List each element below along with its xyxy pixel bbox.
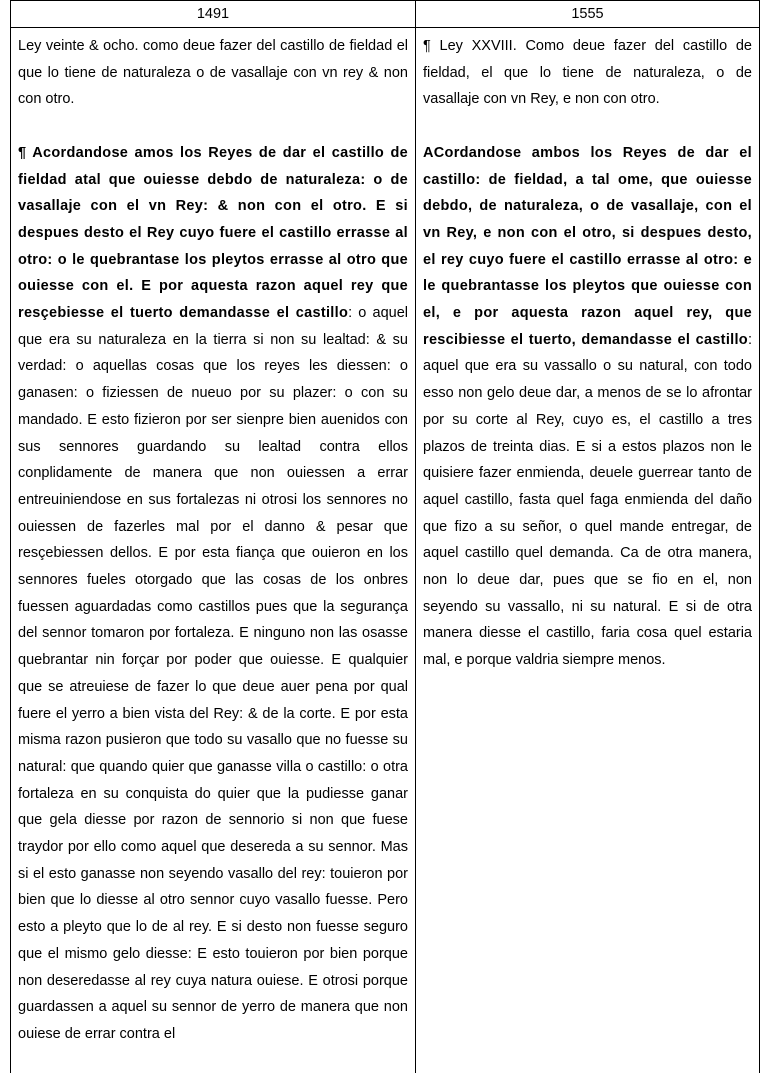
text-cell-1555: [416, 28, 760, 1073]
law-body-rest: : aquel que era su vassallo o su natural, con todo esso non gelo deue dar, a menos de se lo afrontar por su corte al Rey, cuyo es, el castillo a tres plazos de treinta dias. E si a estos plazos non le quisiere fazer enmienda, deuele guerrear tanto de aquel castillo, fasta quel faga enmienda del daño que fizo a su señor, o quel mande entregar, de aquel castillo quel demanda. Ca de otra manera, non lo deue dar, pues que se fio en el, non seyendo su vassallo, ni su natural. E si de otra manera diesse el castillo, faria cosa quel estaria mal, e porque valdria siempre menos.: [423, 332, 752, 668]
law-body: [18, 140, 408, 1048]
column-header-1555: 1555: [416, 1, 760, 28]
law-body-bold: ACordandose ambos los Reyes de dar el castillo: de fieldad, a tal ome, que ouiesse debdo, de naturaleza, o de vasallaje, con el vn Rey, e non con el otro, si despues desto, el rey cuyo fuere el castillo errasse al otro: e le quebrantasse los pleytos que ouiesse con el, e por aquesta razon aquel rey, que rescibiesse el tuerto, demandasse el castillo: [423, 145, 752, 348]
header-row: [11, 1, 760, 28]
column-header-1491: 1491: [11, 1, 416, 28]
law-body-bold: ¶ Acordandose amos los Reyes de dar el castillo de fieldad atal que ouiesse debdo de naturaleza: o de vasallaje con el vn Rey: & non con el otro. E si despues desto el Rey cuyo fuere el castillo errasse al otro: o le quebrantase los pleytos errasse al otro que ouiesse con el. E por aquesta razon aquel rey que resçebiesse el tuerto demandasse el castillo: [18, 145, 408, 321]
law-body-rest: : o aquel que era su naturaleza en la tierra si non su lealtad: & su verdad: o aquellas cosas que los reyes les diessen: o ganasen: o fiziessen de nueuo por su plazer: o con su mandado. E esto fizieron por ser sienpre bien auenidos con sus sennores guardando su lealtad contra ellos conplidamente de manera que non ouiessen a errar entreuiniendose en sus fortalezas ni otrosi los sennores no ouiessen de fazerles mal por el danno & pesar que resçebiessen dellos. E por esta fiança que ouieron en los sennores fueles otorgado que las cosas de los onbres fuessen aguardadas como castillos pues que la segurança del sennor tomaron por fortaleza. E ninguno non las osasse quebrantar nin forçar por poder que ouiesse. E qualquier que se atreuiese de fazer lo que deue auer pena por qual fuere el yerro a bien vista del Rey: & de la corte. E por esta misma razon pusieron que todo su vasallo que no fuesse su natural: que quando quier que ganasse villa o castillo: o otra fortaleza en su conquista do quier que la pudiesse ganar que gela diesse por razon de sennorio si non que fuese traydor por ello como aquel que desereda a su sennor. Mas si el esto ganasse non seyendo vasallo del rey: touieron por bien que lo diesse al otro sennor cuyo vasallo fuesse. Pero esto a pleyto que lo de al rey. E si desto non fuesse seguro que el mismo gelo diesse: E esto touieron por bien porque non deseredasse al rey cuya natura ouiese. E otrosi porque guardassen a aquel su sennor de yerro de manera que non ouiese de errar contra el: [18, 305, 408, 1042]
text-cell-1491: [11, 28, 416, 1073]
text-row: [11, 28, 760, 1073]
law-body: [423, 140, 752, 674]
law-title: ¶ Ley XXVIII. Como deue fazer del castillo de fieldad, el que lo tiene de naturaleza, o de vasallaje con vn Rey, e non con otro.: [423, 33, 752, 113]
comparison-table: [10, 0, 760, 1073]
law-title: Ley veinte & ocho. como deue fazer del castillo de fieldad el que lo tiene de naturaleza o de vasallaje con vn rey & non con otro.: [18, 33, 408, 113]
